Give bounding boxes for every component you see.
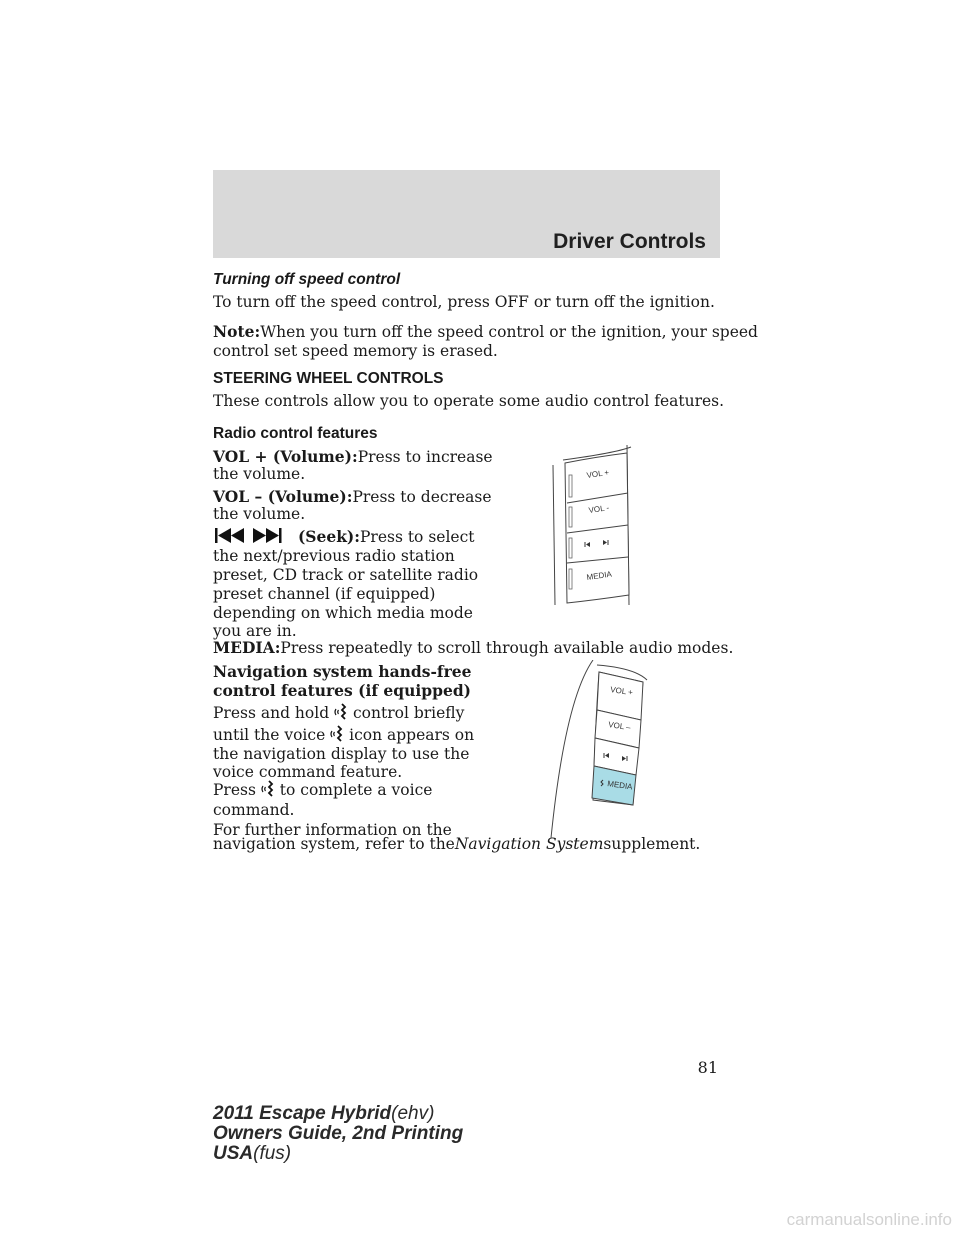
nav-line-2-b: icon appears on bbox=[349, 726, 475, 744]
nav-line-1 bbox=[213, 703, 464, 723]
vol-down-text: Press to decrease bbox=[352, 488, 492, 506]
voice-icon bbox=[330, 725, 344, 743]
footer-model: 2011 Escape Hybrid bbox=[213, 1103, 392, 1124]
footer-market: USA bbox=[213, 1143, 254, 1164]
seek-line-6: you are in. bbox=[213, 622, 297, 640]
media-label: MEDIA: bbox=[213, 638, 281, 657]
diagram-vol-plus: VOL + bbox=[586, 467, 610, 480]
footer-line-3 bbox=[213, 1144, 463, 1164]
speed-off-paragraph: To turn off the speed control, press OFF or turn off the ignition. bbox=[213, 293, 715, 311]
nav-heading-line-1: Navigation system hands-free bbox=[213, 662, 472, 681]
diagram2-vol-minus: VOL – bbox=[607, 720, 632, 733]
seek-line-3: preset, CD track or satellite radio bbox=[213, 566, 479, 584]
diagram-vol-minus: VOL - bbox=[588, 503, 610, 515]
nav-system-reference: Navigation System bbox=[454, 835, 604, 853]
steering-heading: STEERING WHEEL CONTROLS bbox=[213, 370, 444, 387]
further-a: navigation system, refer to the bbox=[213, 835, 455, 853]
nav-line-5 bbox=[213, 780, 432, 800]
nav-voice-controls-diagram bbox=[545, 660, 655, 840]
radio-heading: Radio control features bbox=[213, 425, 378, 442]
vol-up-line-1 bbox=[213, 447, 493, 467]
diagram2-media: MEDIA bbox=[606, 779, 634, 792]
seek-label: (Seek): bbox=[297, 527, 360, 546]
vol-up-line-2: the volume. bbox=[213, 465, 306, 483]
footer-market-code: (fus) bbox=[253, 1143, 292, 1164]
voice-icon bbox=[334, 703, 348, 721]
note-line-1: When you turn off the speed control or the ignition, your speed bbox=[260, 323, 758, 341]
nav-heading-line-2: control features (if equipped) bbox=[213, 681, 471, 700]
section-title: Driver Controls bbox=[553, 230, 706, 253]
note-label: Note: bbox=[213, 322, 261, 341]
nav-line-2 bbox=[213, 725, 474, 745]
voice-icon bbox=[261, 780, 275, 798]
seek-icon bbox=[213, 527, 291, 549]
seek-line-2: the next/previous radio station bbox=[213, 547, 455, 565]
nav-line-1-b: control briefly bbox=[353, 704, 465, 722]
document-footer bbox=[213, 1104, 463, 1164]
seek-line-5: depending on which media mode bbox=[213, 604, 473, 622]
nav-line-1-a: Press and hold bbox=[213, 704, 330, 722]
section-header-bar bbox=[213, 170, 720, 258]
steering-intro: These controls allow you to operate some audio control features. bbox=[213, 392, 725, 410]
diagram-media: MEDIA bbox=[586, 569, 613, 582]
vol-up-text: Press to increase bbox=[357, 448, 493, 466]
vol-down-line-1 bbox=[213, 487, 492, 507]
footer-model-code: (ehv) bbox=[391, 1103, 435, 1124]
seek-line-4: preset channel (if equipped) bbox=[213, 585, 436, 603]
vol-down-line-2: the volume. bbox=[213, 505, 306, 523]
watermark: carmanualsonline.info bbox=[786, 1210, 952, 1229]
nav-line-4: voice command feature. bbox=[213, 763, 403, 781]
nav-line-5-a: Press bbox=[213, 781, 256, 799]
seek-text: Press to select bbox=[359, 528, 475, 546]
further-b: supplement. bbox=[603, 835, 701, 853]
vol-down-label: VOL – (Volume): bbox=[213, 487, 353, 506]
audio-controls-diagram bbox=[545, 445, 640, 610]
nav-line-6: command. bbox=[213, 801, 295, 819]
speed-off-note bbox=[213, 322, 758, 342]
speed-off-heading: Turning off speed control bbox=[213, 271, 401, 288]
media-text: Press repeatedly to scroll through available audio modes. bbox=[280, 639, 734, 657]
nav-line-2-a: until the voice bbox=[213, 726, 326, 744]
nav-further-line-1: For further information on the bbox=[213, 821, 452, 839]
note-line-2: control set speed memory is erased. bbox=[213, 342, 498, 360]
nav-line-5-b: to complete a voice bbox=[279, 781, 433, 799]
vol-up-label: VOL + (Volume): bbox=[213, 447, 358, 466]
footer-line-2: Owners Guide, 2nd Printing bbox=[213, 1123, 464, 1144]
seek-line-1 bbox=[213, 527, 475, 549]
nav-line-3: the navigation display to use the bbox=[213, 745, 470, 763]
media-line bbox=[213, 638, 733, 658]
diagram2-vol-plus: VOL + bbox=[609, 685, 634, 698]
footer-line-1 bbox=[213, 1104, 463, 1124]
page-number: 81 bbox=[697, 1058, 718, 1077]
